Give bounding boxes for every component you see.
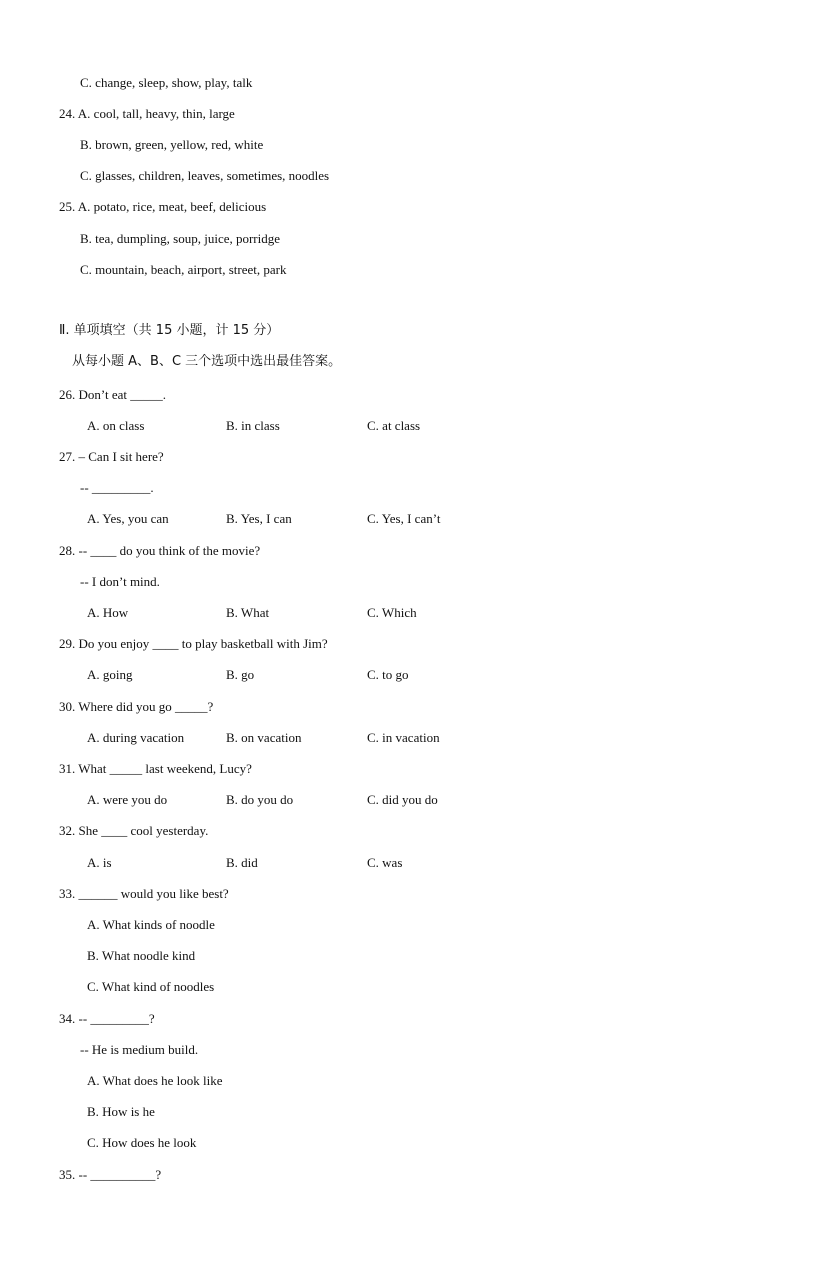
section-2-instruction: 从每小题 A、B、C 三个选项中选出最佳答案。	[72, 354, 342, 369]
q26-stem: 26. Don’t eat _____.	[59, 387, 166, 402]
q25-option-b: B. tea, dumpling, soup, juice, porridge	[80, 231, 281, 246]
q34-option-b: B. How is he	[87, 1104, 155, 1119]
q31-option-c: C. did you do	[367, 792, 438, 807]
q27-option-b: B. Yes, I can	[226, 511, 292, 526]
q26-option-c: C. at class	[367, 418, 421, 433]
q31-option-b: B. do you do	[226, 792, 294, 807]
q33-option-a: A. What kinds of noodle	[87, 917, 215, 932]
q27-stem: 27. – Can I sit here?	[59, 449, 164, 464]
q30-stem: 30. Where did you go _____?	[59, 699, 214, 714]
q28-option-c: C. Which	[367, 605, 417, 620]
q28-stem: 28. -- ____ do you think of the movie?	[59, 543, 261, 558]
q31-stem: 31. What _____ last weekend, Lucy?	[59, 761, 252, 776]
q27-reply: -- _________.	[80, 480, 154, 495]
q29-option-a: A. going	[87, 667, 133, 682]
q32-option-a: A. is	[87, 855, 112, 870]
q33-option-b: B. What noodle kind	[87, 948, 196, 963]
q23-option-c: C. change, sleep, show, play, talk	[80, 75, 253, 90]
q24-option-a: 24. A. cool, tall, heavy, thin, large	[59, 106, 235, 121]
q25-option-a: 25. A. potato, rice, meat, beef, delicious	[59, 199, 267, 214]
q26-option-b: B. in class	[226, 418, 280, 433]
q28-option-a: A. How	[87, 605, 129, 620]
q30-option-b: B. on vacation	[226, 730, 302, 745]
q34-option-c: C. How does he look	[87, 1135, 197, 1150]
q24-option-c: C. glasses, children, leaves, sometimes, noodles	[80, 168, 330, 183]
q30-option-a: A. during vacation	[87, 730, 185, 745]
q33-stem: 33. ______ would you like best?	[59, 886, 229, 901]
q34-reply: -- He is medium build.	[80, 1042, 199, 1057]
section-2-title: Ⅱ. 单项填空（共 15 小题，计 15 分）	[59, 323, 280, 338]
q32-option-c: C. was	[367, 855, 403, 870]
q27-option-a: A. Yes, you can	[87, 511, 169, 526]
q27-option-c: C. Yes, I can’t	[367, 511, 441, 526]
q24-option-b: B. brown, green, yellow, red, white	[80, 137, 264, 152]
q28-reply: -- I don’t mind.	[80, 574, 160, 589]
q29-option-c: C. to go	[367, 667, 409, 682]
q34-stem: 34. -- _________?	[59, 1011, 155, 1026]
q32-option-b: B. did	[226, 855, 258, 870]
q29-stem: 29. Do you enjoy ____ to play basketball with Jim?	[59, 636, 328, 651]
q32-stem: 32. She ____ cool yesterday.	[59, 823, 209, 838]
q25-option-c: C. mountain, beach, airport, street, park	[80, 262, 287, 277]
q35-stem: 35. -- __________?	[59, 1167, 162, 1182]
q29-option-b: B. go	[226, 667, 255, 682]
q33-option-c: C. What kind of noodles	[87, 979, 215, 994]
q28-option-b: B. What	[226, 605, 270, 620]
q31-option-a: A. were you do	[87, 792, 168, 807]
q34-option-a: A. What does he look like	[87, 1073, 223, 1088]
q30-option-c: C. in vacation	[367, 730, 440, 745]
q26-option-a: A. on class	[87, 418, 145, 433]
